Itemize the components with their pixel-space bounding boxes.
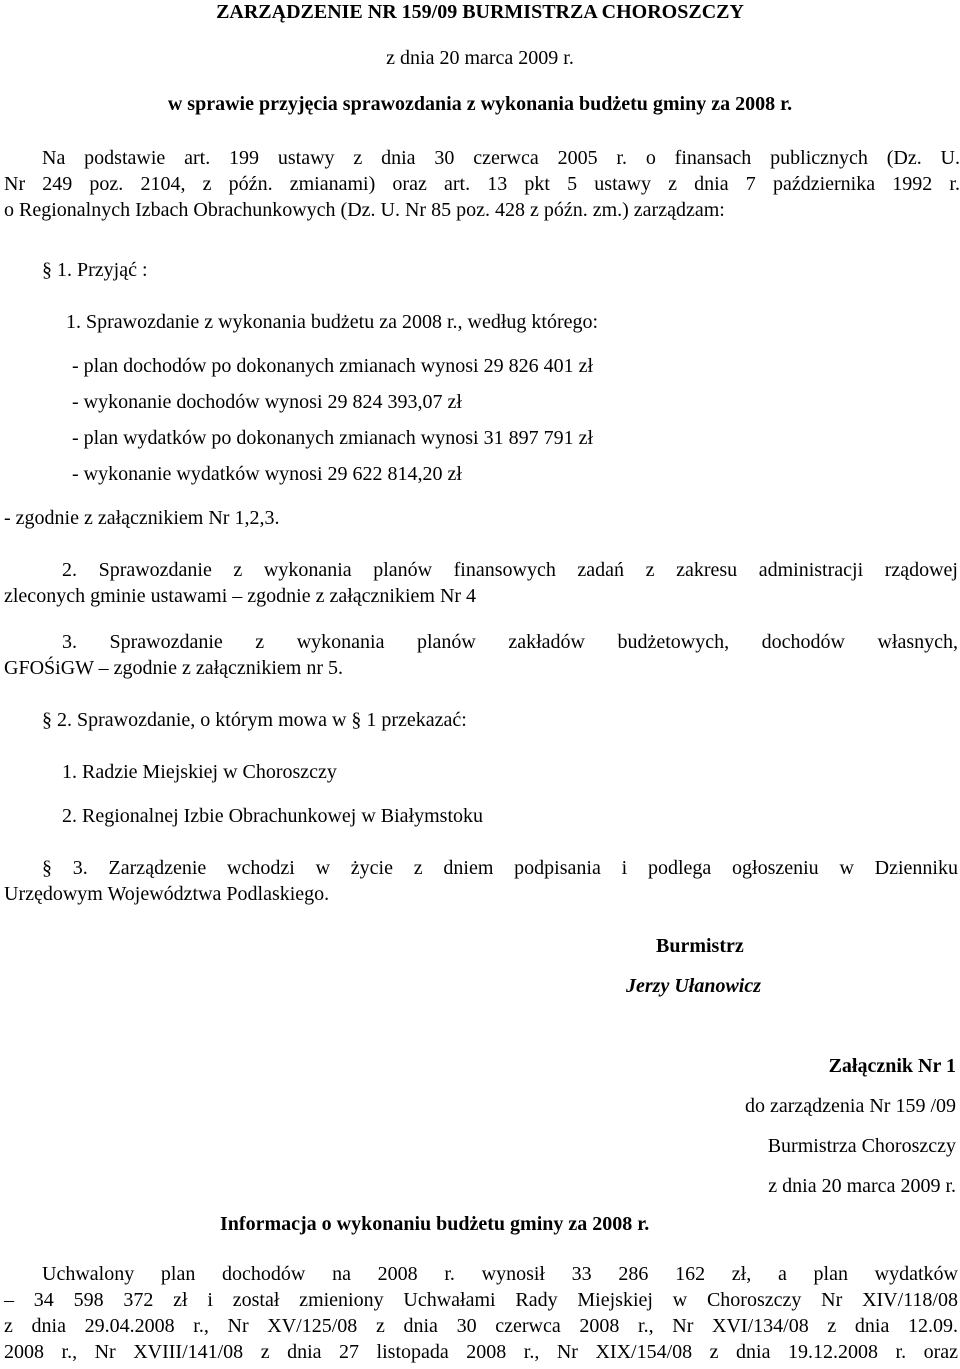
info-line-3: z dnia 29.04.2008 r., Nr XV/125/08 z dnia 30 czerwca 2008 r., Nr XVI/134/08 z dnia 12.09. <box>4 1315 958 1337</box>
basis-line-3: o Regionalnych Izbach Obrachunkowych (Dz. U. Nr 85 poz. 428 z późn. zm.) zarządzam: <box>4 199 725 221</box>
info-line-1: Uchwalony plan dochodów na 2008 r. wynosił 33 286 162 zł, a plan wydatków <box>42 1263 958 1285</box>
annex-line-2: Burmistrza Choroszczy <box>767 1135 956 1157</box>
section-1-item-2-line-2: zleconych gminie ustawami – zgodnie z załącznikiem Nr 4 <box>4 585 477 607</box>
document-title: ZARZĄDZENIE NR 159/09 BURMISTRZA CHOROSZCZY <box>216 1 744 23</box>
section-1-item-3-line-2: GFOŚiGW – zgodnie z załącznikiem nr 5. <box>4 657 343 679</box>
annex-line-1: do zarządzenia Nr 159 /09 <box>744 1095 956 1117</box>
section-1-bullet: - plan dochodów po dokonanych zmianach wynosi 29 826 401 zł <box>72 355 594 377</box>
section-2-item: 2. Regionalnej Izbie Obrachunkowej w Białymstoku <box>62 805 484 827</box>
signature-role: Burmistrz <box>656 935 744 957</box>
annex-line-3: z dnia 20 marca 2009 r. <box>768 1175 956 1197</box>
basis-line-1: Na podstawie art. 199 ustawy z dnia 30 czerwca 2005 r. o finansach publicznych (Dz. U. <box>42 147 960 169</box>
document-date: z dnia 20 marca 2009 r. <box>386 47 574 69</box>
section-1-bullet: - wykonanie dochodów wynosi 29 824 393,07 zł <box>72 391 462 413</box>
section-3-line-1: § 3. Zarządzenie wchodzi w życie z dniem podpisania i podlega ogłoszeniu w Dzienniku <box>42 857 958 879</box>
section-1-item-1: 1. Sprawozdanie z wykonania budżetu za 2008 r., według którego: <box>66 311 599 333</box>
info-line-2: – 34 598 372 zł i został zmieniony Uchwałami Rady Miejskiej w Choroszczy Nr XIV/118/08 <box>4 1289 958 1311</box>
section-1-item-3-line-1: 3. Sprawozdanie z wykonania planów zakładów budżetowych, dochodów własnych, <box>62 631 958 653</box>
annex-title: Załącznik Nr 1 <box>828 1055 956 1077</box>
info-title: Informacja o wykonaniu budżetu gminy za 2008 r. <box>220 1213 650 1235</box>
section-2-item: 1. Radzie Miejskiej w Choroszczy <box>62 761 337 783</box>
document-subject: w sprawie przyjęcia sprawozdania z wykonania budżetu gminy za 2008 r. <box>167 93 793 115</box>
section-1-item-2-line-1: 2. Sprawozdanie z wykonania planów finansowych zadań z zakresu administracji rządowej <box>62 559 958 581</box>
section-3-line-2: Urzędowym Województwa Podlaskiego. <box>4 883 330 905</box>
section-1-bullet: - wykonanie wydatków wynosi 29 622 814,20 zł <box>72 463 462 485</box>
section-1-attachment: - zgodnie z załącznikiem Nr 1,2,3. <box>4 507 280 529</box>
info-line-4: 2008 r., Nr XVIII/141/08 z dnia 27 listopada 2008 r., Nr XIX/154/08 z dnia 19.12.2008 r. oraz <box>4 1341 958 1363</box>
basis-line-2: Nr 249 poz. 2104, z późn. zmianami) oraz art. 13 pkt 5 ustawy z dnia 7 października 1992 r. <box>4 173 960 195</box>
section-2-heading: § 2. Sprawozdanie, o którym mowa w § 1 przekazać: <box>42 709 467 731</box>
signature-name: Jerzy Ułanowicz <box>626 975 761 997</box>
section-1-bullet: - plan wydatków po dokonanych zmianach wynosi 31 897 791 zł <box>72 427 594 449</box>
section-1-heading: § 1. Przyjąć : <box>42 259 148 281</box>
